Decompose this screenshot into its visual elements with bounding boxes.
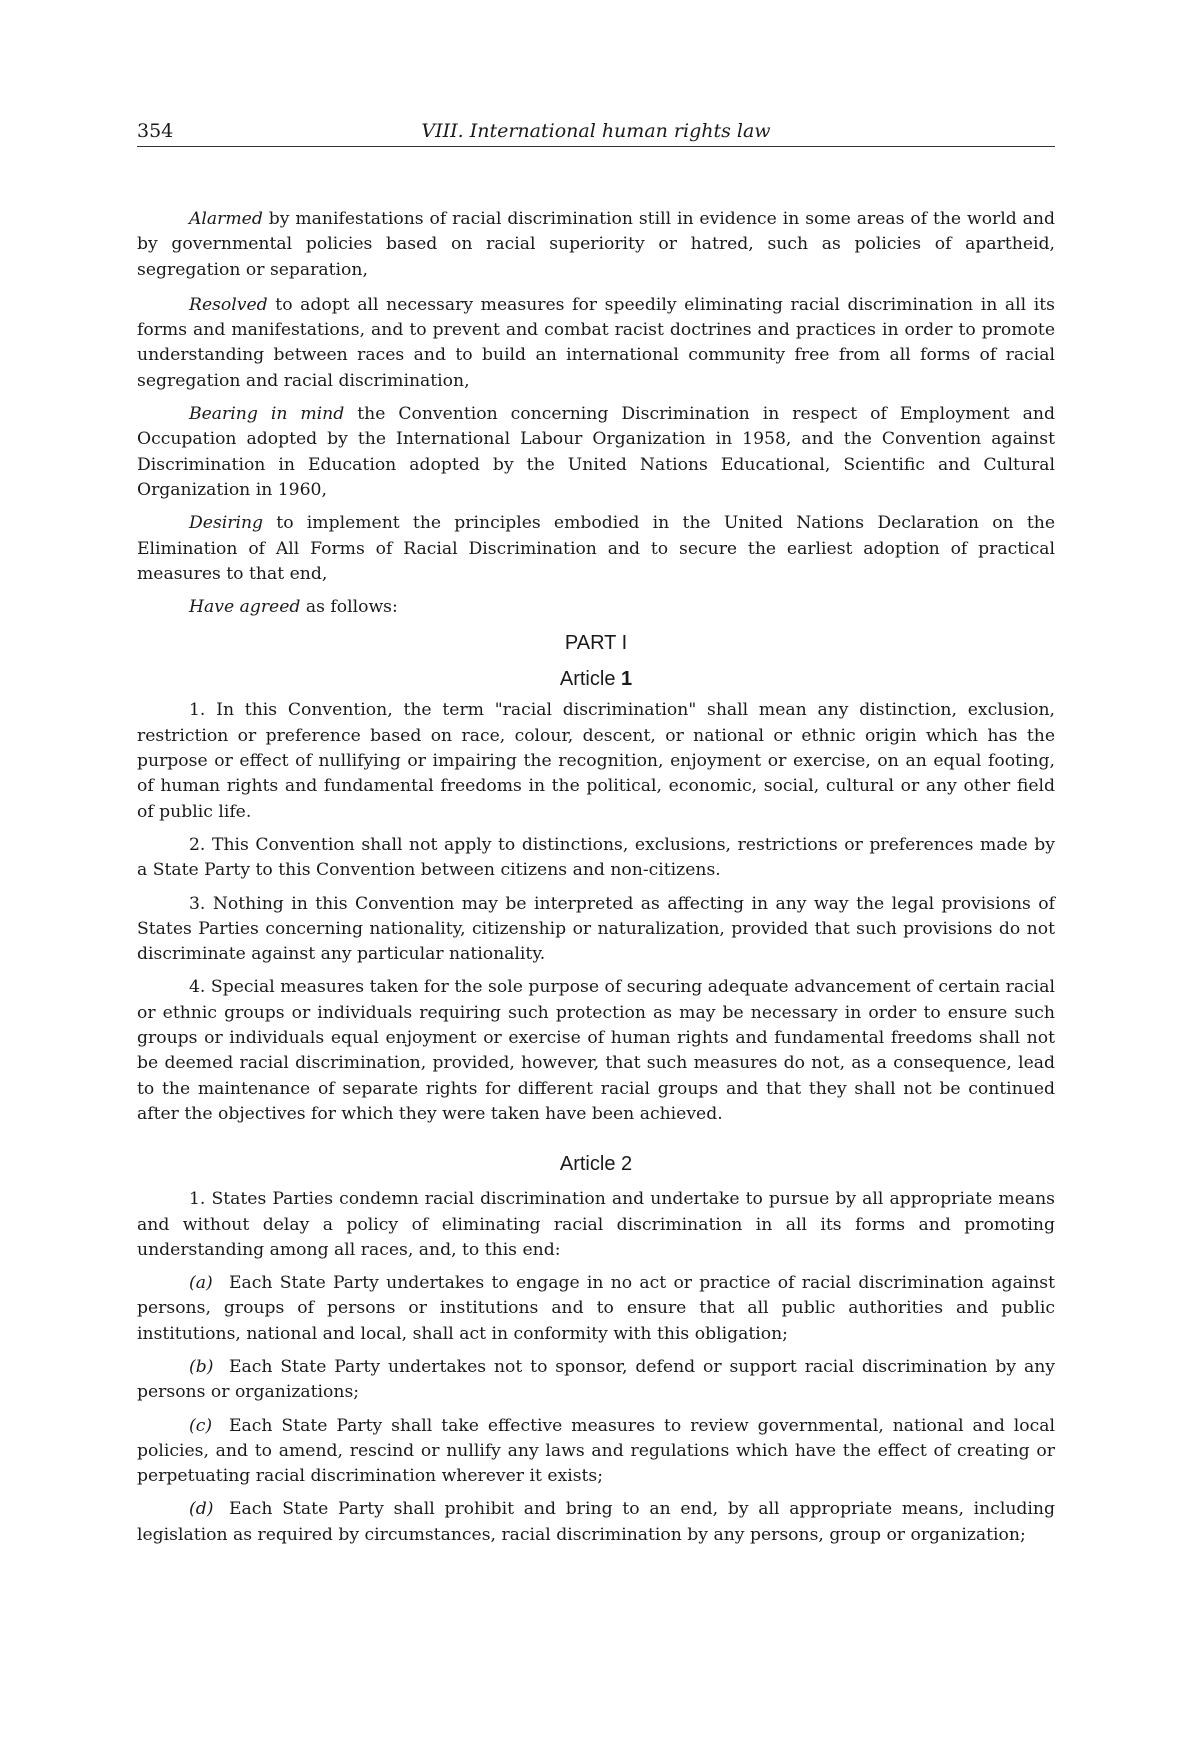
preamble-paragraph-have-agreed — [137, 595, 1055, 620]
article-1-paragraph-2: 2. This Convention shall not apply to distinctions, exclusions, restrictions or preferences made by a State Party to this Convention between citizens and non-citizens. — [137, 834, 1055, 881]
article-2-intro: 1. States Parties condemn racial discrimination and undertake to pursue by all appropriate means and without delay a policy of eliminating racial discrimination in all its forms and promoting understanding among all races, and, to this end: — [137, 1189, 1055, 1260]
preamble-text: to implement the principles embodied in the United Nations Declaration on the Elimination of All Forms of Racial Discrimination and to secure the earliest adoption of practical measures to that end, — [137, 513, 1055, 584]
article-1-paragraph-4: 4. Special measures taken for the sole purpose of securing adequate advancement of certain racial or ethnic groups or individuals requiring such protection as may be necessary in order to ensure such groups or individuals equal enjoyment or exercise of human rights and fundamental freedoms shall not be deemed racial discrimination, provided, however, that such measures do not, as a consequence, lead to the maintenance of separate rights for different racial groups and that they shall not be continued after the objectives for which they were taken have been achieved. — [137, 977, 1055, 1124]
running-header-title: VIII. International human rights law — [421, 120, 771, 142]
preamble-text: as follows: — [300, 597, 398, 618]
item-text: Each State Party undertakes not to sponsor, defend or support racial discrimination by any persons or organizations; — [137, 1356, 1055, 1403]
item-marker: (b) — [189, 1356, 214, 1377]
item-text: Each State Party shall take effective measures to review governmental, national and local policies, and to amend, rescind or nullify any laws and regulations which have the effect of creating or perpetuating racial discrimination wherever it exists; — [137, 1415, 1055, 1487]
running-header — [137, 118, 1055, 147]
document-body — [137, 207, 1055, 1548]
article-2-item-a — [137, 1271, 1055, 1347]
preamble-text: by manifestations of racial discrimination still in evidence in some areas of the world and by governmental policies based on racial superiority or hatred, such as policies of apartheid, segregation or separation, — [137, 209, 1055, 280]
article-1-paragraph-1: 1. In this Convention, the term "racial discrimination" shall mean any distinction, exclusion, restriction or preference based on race, colour, descent, or national or ethnic origin which has the purpose or effect of nullifying or impairing the recognition, enjoyment or exercise, on an equal footing, of human rights and fundamental freedoms in the political, economic, social, cultural or any other field of public life. — [137, 700, 1055, 822]
article-1-label: Article — [559, 668, 621, 691]
article-2-item-b — [137, 1355, 1055, 1406]
article-2-item-c — [137, 1414, 1055, 1490]
article-1-heading — [137, 666, 1055, 692]
part-heading: PART I — [564, 632, 628, 655]
document-page — [137, 118, 1055, 1556]
preamble-text: to adopt all necessary measures for speedily eliminating racial discrimination in all its forms and manifestations, and to prevent and combat racist doctrines and practices in order to promote understanding between races and to build an international community free from all forms of racial segregation and racial discrimination, — [137, 294, 1055, 391]
preamble-text: the Convention concerning Discrimination in respect of Employment and Occupation adopted by the International Labour Organization in 1958, and the Convention against Discrimination in Education adopted by the United Nations Educational, Scientific and Cultural Organization in 1960, — [137, 404, 1055, 500]
item-marker: (d) — [189, 1499, 214, 1520]
preamble-lead: Desiring — [189, 513, 264, 534]
preamble-paragraph-bearing-in-mind — [137, 402, 1055, 503]
item-text: Each State Party shall prohibit and bring to an end, by all appropriate means, including legislation as required by circumstances, racial discrimination by any persons, group or organization; — [137, 1499, 1055, 1545]
preamble-lead: Bearing in mind — [189, 404, 345, 425]
preamble-lead: Have agreed — [189, 597, 301, 618]
item-text: Each State Party undertakes to engage in no act or practice of racial discrimination against persons, groups of persons or institutions and to ensure that all public authorities and public institutions, national and local, shall act in conformity with this obligation; — [137, 1273, 1055, 1344]
article-2-heading: Article 2 — [559, 1153, 633, 1176]
page-number: 354 — [137, 120, 174, 142]
preamble-lead: Alarmed — [189, 209, 263, 229]
article-1-paragraph-3: 3. Nothing in this Convention may be interpreted as affecting in any way the legal provisions of States Parties concerning nationality, citizenship or naturalization, provided that such provisions do not discriminate against any particular nationality. — [137, 893, 1055, 965]
preamble-paragraph-resolved — [137, 293, 1055, 394]
item-marker: (c) — [189, 1415, 213, 1436]
article-1-number: 1 — [621, 668, 633, 691]
preamble-paragraph-desiring — [137, 511, 1055, 587]
article-2-item-d — [137, 1497, 1055, 1548]
preamble-lead: Resolved — [189, 294, 268, 315]
preamble-paragraph-alarmed — [137, 207, 1055, 283]
item-marker: (a) — [189, 1273, 213, 1294]
